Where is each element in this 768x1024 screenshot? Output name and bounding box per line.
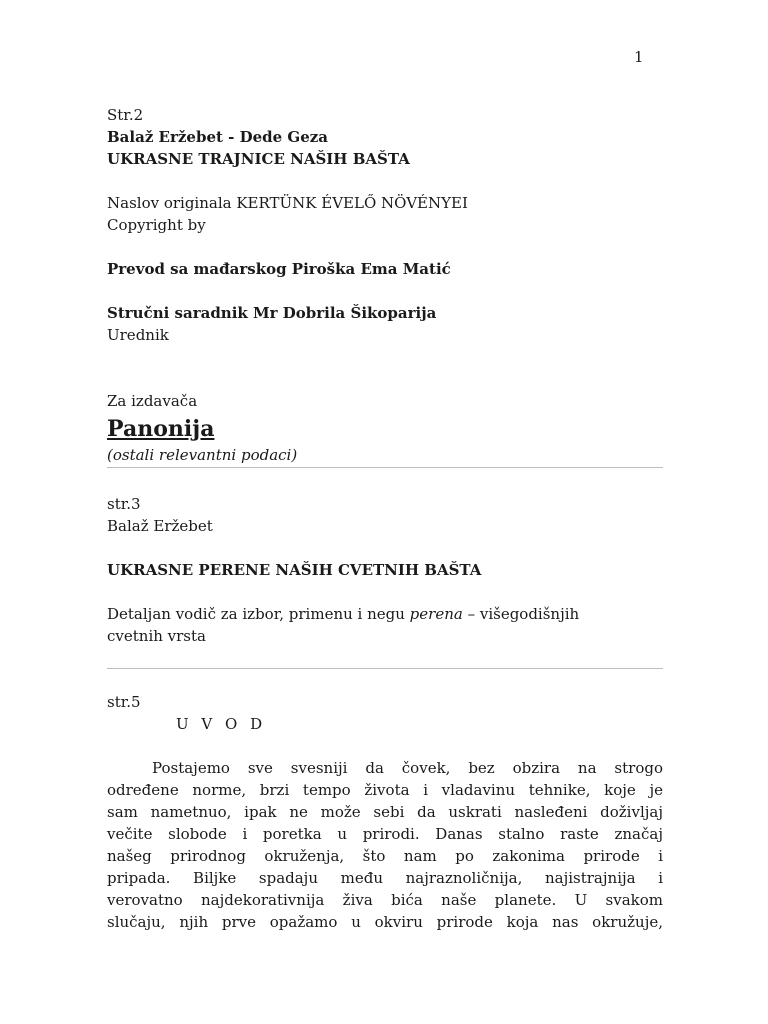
expert-credit: Stručni saradnik Mr Dobrila Šikoparija (107, 304, 437, 322)
paragraph-line: večite slobode i poretka u prirodi. Danas stalno raste značaj (107, 825, 663, 843)
document-content (107, 104, 663, 933)
original-title: Naslov originala KERTÜNK ÉVELŐ NÖVÉNYEI (107, 194, 468, 212)
paragraph-line: određene norme, brzi tempo života i vladavinu tehnike, koje je (107, 781, 663, 799)
subtitle-line-2: cvetnih vrsta (107, 627, 206, 645)
publisher-label: Za izdavača (107, 392, 198, 410)
section-heading: U V O D (176, 715, 267, 733)
section-str2 (107, 104, 663, 466)
translation-credit: Prevod sa mađarskog Piroška Ema Matić (107, 260, 451, 278)
subtitle-pre: Detaljan vodič za izbor, primenu i negu (107, 605, 410, 623)
subtitle-italic: perena (409, 605, 463, 623)
section-str5 (107, 691, 663, 933)
section-label-str3: str.3 (107, 495, 141, 513)
section-label-str2: Str.2 (107, 106, 144, 124)
book-title-str3: UKRASNE PERENE NAŠIH CVETNIH BAŠTA (107, 561, 482, 579)
copyright: Copyright by (107, 216, 206, 234)
paragraph-line: Postajemo sve svesniji da čovek, bez obzira na strogo (152, 759, 663, 777)
divider (107, 668, 663, 669)
book-title: UKRASNE TRAJNICE NAŠIH BAŠTA (107, 150, 410, 168)
subtitle-line-1 (107, 603, 663, 625)
paragraph-line: slučaju, njih prve opažamo u okviru prirode koja nas okružuje, (107, 913, 663, 931)
subtitle-post: – višegodišnjih (462, 605, 580, 623)
paragraph-line: sam nametnuo, ipak ne može sebi da uskrati nasleđeni doživljaj (107, 803, 663, 821)
intro-paragraph (107, 757, 663, 933)
section-label-str5: str.5 (107, 693, 141, 711)
publisher-name: Panonija (107, 416, 215, 442)
editor-credit: Urednik (107, 326, 169, 344)
paragraph-line: verovatno najdekorativnija živa bića naše planete. U svakom (107, 891, 663, 909)
authors: Balaž Eržebet - Dede Geza (107, 128, 328, 146)
author: Balaž Eržebet (107, 517, 213, 535)
divider (107, 467, 663, 468)
other-data: (ostali relevantni podaci) (107, 446, 298, 464)
page-number: 1 (634, 48, 644, 66)
paragraph-line: pripada. Biljke spadaju među najraznoličnija, najistrajnija i (107, 869, 663, 887)
section-str3 (107, 493, 663, 647)
paragraph-line: našeg prirodnog okruženja, što nam po zakonima prirode i (107, 847, 663, 865)
